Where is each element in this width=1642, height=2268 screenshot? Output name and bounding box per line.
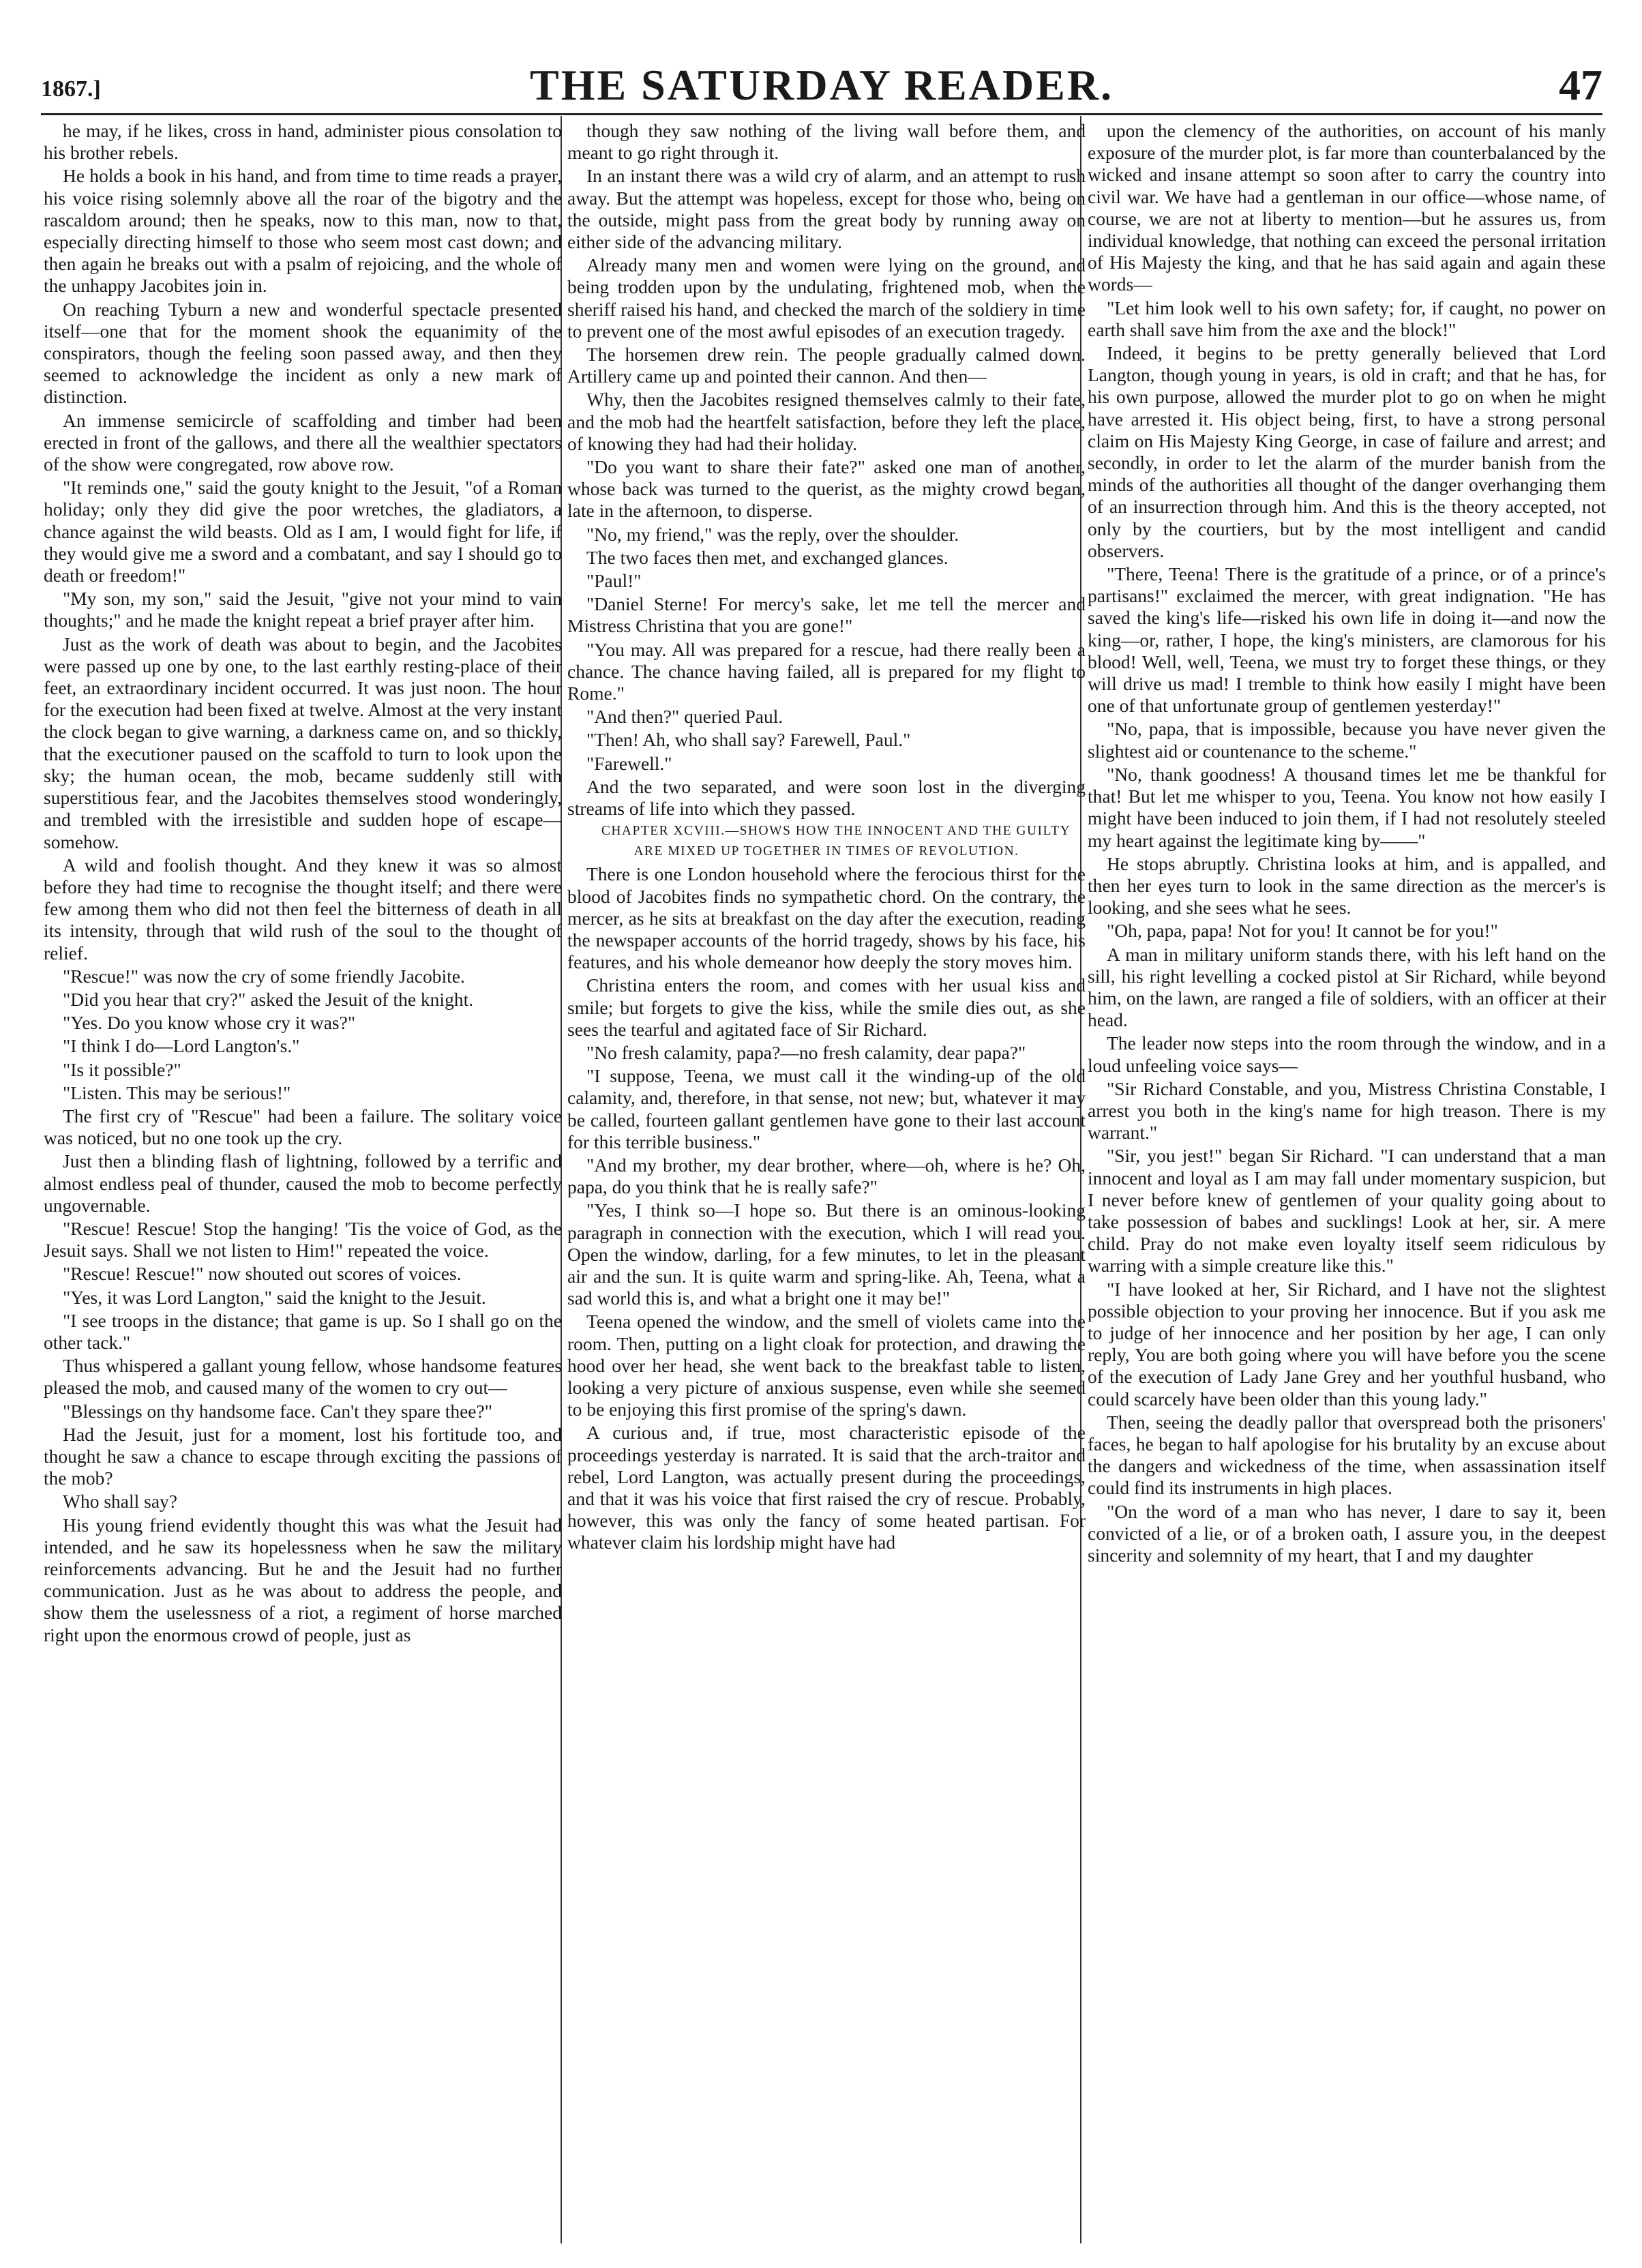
paragraph: "My son, my son," said the Jesuit, "give not your mind to vain thoughts;" and he made the knight repeat a brief prayer after him. — [44, 588, 562, 631]
paragraph: "Rescue! Rescue! Stop the hanging! 'Tis the voice of God, as the Jesuit says. Shall we not listen to Him!" repeated the voice. — [44, 1217, 562, 1262]
paragraph: "Do you want to share their fate?" asked one man of another, whose back was turned to the querist, as the mighty crowd began, late in the afternoon, to disperse. — [567, 456, 1086, 522]
paragraph: "And then?" queried Paul. — [586, 706, 783, 728]
paragraph: he may, if he likes, cross in hand, administer pious consolation to his brother rebels. — [44, 120, 562, 164]
paragraph: "Sir, you jest!" began Sir Richard. "I can understand that a man innocent and loyal as I am may fall under momentary suspicion, but I never before knew of gentlemen of your quality going about to take possession of babes and sucklings! Look at her, sir. A mere child. Pray do not make even loyalty itself seem ridiculous by warring with a simple creature like this." — [1088, 1145, 1606, 1277]
paragraph: "No, papa, that is impossible, because you have never given the slightest aid or countenance to the scheme." — [1088, 718, 1606, 762]
paragraph: "I suppose, Teena, we must call it the winding-up of the old calamity, and, therefore, in that sense, not new; but, whatever it may be called, fourteen gallant gentlemen have gone to their last account for this terrible business." — [567, 1065, 1086, 1152]
publication-title: THE SATURDAY READER. — [530, 61, 1114, 109]
paragraph: "Rescue!" was now the cry of some friendly Jacobite. — [63, 965, 465, 987]
paragraph: "I have looked at her, Sir Richard, and I have not the slightest possible objection to your proving her innocence. But if you ask me to judge of her innocence and her position by her age, I can only reply, You are both going where you will have before you the scene of the execution of Lady Jane Grey and her youthful husband, who could scarcely have been older than this young lady." — [1088, 1278, 1606, 1409]
paragraph: An immense semicircle of scaffolding and timber had been erected in front of the gallows, and there all the wealthier spectators of the show were congregated, row above row. — [44, 409, 562, 475]
paragraph: "Rescue! Rescue!" now shouted out scores of voices. — [63, 1263, 462, 1285]
paragraph: "Is it possible?" — [63, 1058, 181, 1080]
paragraph: "Daniel Sterne! For mercy's sake, let me tell the mercer and Mistress Christina that you are gone!" — [567, 593, 1086, 637]
paragraph: The leader now steps into the room through the window, and in a loud unfeeling voice says— — [1088, 1032, 1606, 1076]
paragraph: The horsemen drew rein. The people gradually calmed down. Artillery came up and pointed their cannon. And then— — [567, 344, 1086, 387]
paragraph: On reaching Tyburn a new and wonderful spectacle presented itself—one that for the moment shook the equanimity of the conspirators, though the feeling soon passed away, and then they seemed to acknowledge the incident as only a new mark of distinction. — [44, 298, 562, 408]
paragraph: "I think I do—Lord Langton's." — [63, 1035, 300, 1057]
paragraph: "Then! Ah, who shall say? Farewell, Paul." — [586, 729, 911, 751]
paragraph: Just as the work of death was about to begin, and the Jacobites were passed up one by one, to the last earthly resting-place of their feet, an extraordinary incident occurred. It was just noon. The hour for the execution had been fixed at twelve. Almost at the very instant the clock began to give warning, a darkness came on, and so thickly, that the executioner paused on the scaffold to turn to look upon the sky; the human ocean, the mob, became suddenly still with superstitious fear, and the Jacobites themselves stood wonderingly, and trembled with the irresistible and sudden hope of escape—somehow. — [44, 633, 562, 852]
paragraph: "And my brother, my dear brother, where—oh, where is he? Oh, papa, do you think that he is really safe?" — [567, 1154, 1086, 1198]
paragraph: The two faces then met, and exchanged glances. — [586, 546, 949, 568]
paragraph: though they saw nothing of the living wall before them, and meant to go right through it. — [567, 120, 1086, 164]
paragraph: "There, Teena! There is the gratitude of a prince, or of a prince's partisans!" exclaimed the mercer, with great indignation. "He has saved the king's life—risked his own life in doing it—and now the king—or, rather, I hope, the king's ministers, are clamorous for his blood! Well, well, Teena, we must try to forget these things, or they will drive us mad! I tremble to think how easily I might have been one of that unfortunate group of gentlemen yesterday!" — [1088, 563, 1606, 717]
paragraph: A wild and foolish thought. And they knew it was so almost before they had time to recognise the thought itself; and there were few among them who did not then feel the bitterness of death in all its intensity, through that wild rush of the soul to the thought of relief. — [44, 854, 562, 964]
paragraph: Had the Jesuit, just for a moment, lost his fortitude too, and thought he saw a chance to escape through exciting the passions of the mob? — [44, 1423, 562, 1489]
paragraph: "No, my friend," was the reply, over the shoulder. — [586, 523, 959, 545]
page-header — [41, 27, 1602, 109]
paragraph: The first cry of "Rescue" had been a failure. The solitary voice was noticed, but no one took up the cry. — [44, 1105, 562, 1149]
paragraph: "No fresh calamity, papa?—no fresh calamity, dear papa?" — [586, 1041, 1026, 1063]
paragraph: "Sir Richard Constable, and you, Mistress Christina Constable, I arrest you both in the king's name for high treason. There is my warrant." — [1088, 1077, 1606, 1144]
paragraph: A man in military uniform stands there, with his left hand on the sill, his right levelling a cocked pistol at Sir Richard, while beyond him, on the lawn, are ranged a file of soldiers, with an officer at their head. — [1088, 943, 1606, 1031]
paragraph: And the two separated, and were soon lost in the diverging streams of life into which they passed. — [567, 775, 1086, 820]
paragraph: Then, seeing the deadly pallor that overspread both the prisoners' faces, he began to half apologise for his brutality by an excuse about the dangers and wickedness of the time, when assassination itself could find its instruments in high places. — [1088, 1411, 1606, 1499]
paragraph: "Farewell." — [586, 752, 672, 774]
paragraph: "Oh, papa, papa! Not for you! It cannot be for you!" — [1107, 920, 1498, 942]
paragraph: Indeed, it begins to be pretty generally believed that Lord Langton, though young in years, is old in craft; and that he has, for his own purpose, allowed the murder plot to go on when he might have arrested it. His object being, first, to have a strong personal claim on His Majesty King George, in case of failure and arrest; and secondly, in order to let the alarm of the murder banish from the minds of the authorities all thought of the danger overhanging them of an insurrection through him. And this is the theory accepted, not only by the courtiers, but by the most intelligent and candid observers. — [1088, 342, 1606, 561]
paragraph: "It reminds one," said the gouty knight to the Jesuit, "of a Roman holiday; only they did give the poor wretches, the gladiators, a chance against the wild beasts. Old as I am, I would fight for life, if they would give me a sword and a combatant, and say I should go to death or freedom!" — [44, 477, 562, 586]
text-column-2 — [567, 120, 1086, 2241]
paragraph: "Did you hear that cry?" asked the Jesuit of the knight. — [63, 988, 474, 1010]
paragraph: Teena opened the window, and the smell of violets came into the room. Then, putting on a light cloak for protection, and drawing the hood over her head, she went back to the breakfast table to listen, looking a very picture of anxious suspense, even while she seemed to be enjoying this first promise of the spring's dawn. — [567, 1311, 1086, 1420]
page-number: 47 — [1559, 61, 1602, 109]
paragraph: Christina enters the room, and comes with her usual kiss and smile; but forgets to give the kiss, while the smile dies out, as she sees the tearful and agitated face of Sir Richard. — [567, 974, 1086, 1040]
paragraph: Thus whispered a gallant young fellow, whose handsome features pleased the mob, and caused many of the women to cry out— — [44, 1355, 562, 1399]
header-rule — [41, 113, 1602, 115]
paragraph: A curious and, if true, most characteristic episode of the proceedings yesterday is narrated. It is said that the arch-traitor and rebel, Lord Langton, was actually present during the proceedings, and that it was his voice that first raised the cry of rescue. Probably, however, this was only the fancy of some heated partisan. For whatever claim his lordship might have had — [567, 1422, 1086, 1553]
paragraph: There is one London household where the ferocious thirst for the blood of Jacobites finds no sympathetic chord. On the contrary, the mercer, as he sits at breakfast on the day after the execution, reading the newspaper accounts of the horrid tragedy, shows by his face, his features, and his whole demeanor how deeply the story moves him. — [567, 863, 1086, 973]
issue-date: 1867.] — [41, 76, 101, 102]
paragraph: His young friend evidently thought this was what the Jesuit had intended, and he saw its hopelessness when he saw the military reinforcements advancing. But he and the Jesuit had no further communication. Just as he was about to address the people, and show them the uselessness of a riot, a regiment of horse marched right upon the enormous crowd of people, just as — [44, 1514, 562, 1645]
paragraph: "I see troops in the distance; that game is up. So I shall go on the other tack." — [44, 1309, 562, 1353]
paragraph: "No, thank goodness! A thousand times let me be thankful for that! But let me whisper to you, Teena. You know not how easily I might have been induced to join them, if I had not resolutely steeled my heart against the legitimate king by——" — [1088, 763, 1606, 851]
paragraph: "You may. All was prepared for a rescue, had there really been a chance. The chance having failed, all is prepared for my flight to Rome." — [567, 638, 1086, 704]
paragraph: "Yes, it was Lord Langton," said the knight to the Jesuit. — [63, 1286, 486, 1308]
paragraph: Already many men and women were lying on the ground, and being trodden upon by the undulating, frightened mob, when the sheriff raised his hand, and checked the march of the soldiery in time to prevent one of the most awful episodes of an execution tragedy. — [567, 254, 1086, 342]
chapter-heading: CHAPTER XCVIII.—SHOWS HOW THE INNOCENT AND THE GUILTY ARE MIXED UP TOGETHER IN TIMES OF REVOLUTION. — [601, 824, 1071, 859]
paragraph: "Blessings on thy handsome face. Can't they spare thee?" — [63, 1400, 492, 1422]
paragraph: "Paul!" — [586, 570, 642, 592]
paragraph: He stops abruptly. Christina looks at him, and is appalled, and then her eyes turn to look in the same direction as the mercer's is looking, and she sees what he sees. — [1088, 852, 1606, 919]
paragraph: upon the clemency of the authorities, on account of his manly exposure of the murder plot, is far more than counterbalanced by the wicked and insane attempt so soon after to carry the country into civil war. We have had a gentleman in our office—whose name, of course, we are not at liberty to mention—but he assures us, from individual knowledge, that nothing can exceed the personal irritation of His Majesty the king, and that he has said again and again these words— — [1088, 120, 1606, 295]
paragraph: Who shall say? — [63, 1491, 178, 1512]
paragraph: He holds a book in his hand, and from time to time reads a prayer, his voice rising solemnly above all the roar of the bigotry and the rascaldom around; then he speaks, now to this man, now to that, especially directing himself to those who seem most cast down; and then again he breaks out with a psalm of rejoicing, and the whole of the unhappy Jacobites join in. — [44, 165, 562, 297]
paragraph: Why, then the Jacobites resigned themselves calmly to their fate, and the mob had the heartfelt satisfaction, before they left the place, of knowing they had had their holiday. — [567, 389, 1086, 454]
paragraph: "On the word of a man who has never, I dare to say it, been convicted of a lie, or of a broken oath, I assure you, in the deepest sincerity and solemnity of my heart, that I and my daughter — [1088, 1500, 1606, 1566]
paragraph: "Listen. This may be serious!" — [63, 1081, 291, 1103]
paragraph: "Let him look well to his own safety; for, if caught, no power on earth shall save him from the axe and the block!" — [1088, 297, 1606, 340]
paragraph: "Yes. Do you know whose cry it was?" — [63, 1012, 356, 1034]
text-column-3 — [1088, 120, 1606, 2241]
text-column-1 — [44, 120, 562, 2241]
paragraph: "Yes, I think so—I hope so. But there is an ominous-looking paragraph in connection with the execution, which I will read you. Open the window, darling, for a few minutes, to let in the pleasant air and the sun. It is quite warm and spring-like. Ah, Teena, what a sad world this is, and what a bright one it may be!" — [567, 1199, 1086, 1309]
paragraph: In an instant there was a wild cry of alarm, and an attempt to rush away. But the attempt was hopeless, except for those who, being on the outside, might pass from the great body by running away on either side of the advancing military. — [567, 165, 1086, 253]
paragraph: Just then a blinding flash of lightning, followed by a terrific and almost endless peal of thunder, caused the mob to become perfectly ungovernable. — [44, 1150, 562, 1216]
